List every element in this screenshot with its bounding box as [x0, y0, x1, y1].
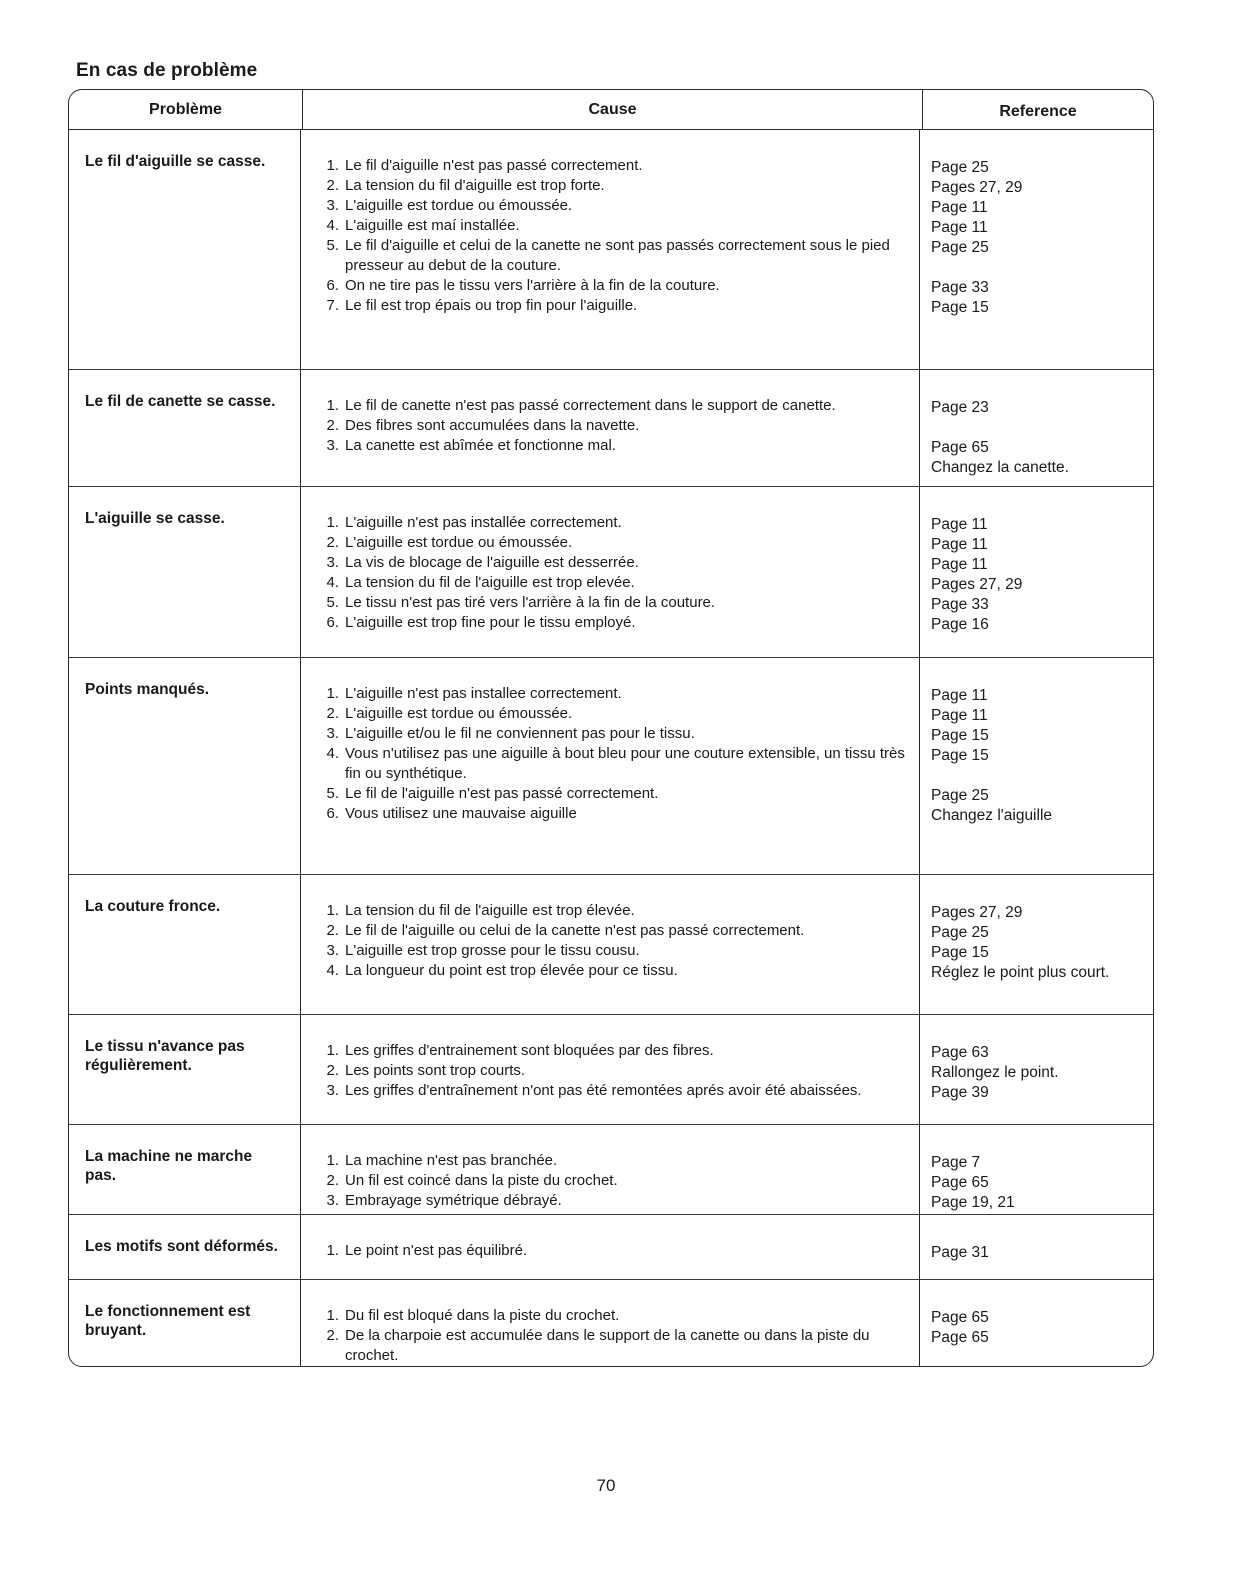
cause-item	[317, 1041, 917, 1061]
cause-item	[317, 593, 917, 613]
problem-cell: Points manqués.	[85, 681, 210, 698]
cause-text: La longueur du point est trop élevée pour ce tissu.	[345, 962, 678, 979]
cause-number: 2.	[326, 417, 339, 434]
reference-line: Page 65	[931, 439, 989, 456]
cause-number: 3.	[326, 197, 339, 214]
problem-cell: La machine ne marche pas.	[85, 1148, 253, 1184]
cause-text: On ne tire pas le tissu vers l'arrière à la fin de la couture.	[345, 277, 720, 294]
reference-line: Réglez le point plus court.	[931, 964, 1110, 981]
reference-line: Page 11	[931, 516, 988, 533]
reference-line	[931, 258, 1151, 278]
reference-line: Page 11	[931, 219, 988, 236]
problem-cell: La couture fronce.	[85, 898, 221, 915]
reference-line: Page 11	[931, 199, 988, 216]
reference-line: Pages 27, 29	[931, 576, 1023, 593]
cause-number: 1.	[326, 1242, 339, 1259]
cause-text: La vis de blocage de l'aiguille est desserrée.	[345, 554, 639, 571]
cause-item	[317, 804, 917, 824]
cause-number: 3.	[326, 554, 339, 571]
cause-text: Embrayage symétrique débrayé.	[345, 1192, 562, 1209]
cause-item	[317, 416, 917, 436]
cause-number: 1.	[326, 685, 339, 702]
reference-line: Page 39	[931, 1084, 989, 1101]
cause-text: L'aiguille est tordue ou émoussée.	[345, 705, 573, 722]
cause-text: Le fil de l'aiguille ou celui de la canette n'est pas passé correctement.	[345, 922, 805, 939]
reference-line: Page 65	[931, 1309, 989, 1326]
reference-line: Page 25	[931, 159, 989, 176]
cause-item	[317, 396, 917, 416]
table-row	[69, 1280, 1153, 1366]
cause-number: 1.	[326, 902, 339, 919]
cause-cell	[317, 1151, 917, 1211]
reference-cell	[931, 686, 1151, 826]
cause-number: 3.	[326, 1082, 339, 1099]
cause-text: Vous utilisez une mauvaise aiguille	[345, 805, 577, 822]
reference-line: Page 65	[931, 1174, 989, 1191]
cause-text: Du fil est bloqué dans la piste du crochet.	[345, 1307, 620, 1324]
table-row	[69, 1215, 1153, 1280]
cause-cell	[317, 684, 917, 824]
cause-text: L'aiguille est tordue ou émoussée.	[345, 534, 573, 551]
cause-number: 2.	[326, 534, 339, 551]
cause-item	[317, 216, 917, 236]
cause-number: 2.	[326, 922, 339, 939]
header-problem: Problème	[69, 90, 303, 130]
reference-line: Page 15	[931, 727, 989, 744]
table-row	[69, 487, 1153, 658]
cause-text: De la charpoie est accumulée dans le support de la canette ou dans la piste du crochet.	[345, 1327, 870, 1364]
cause-text: Les griffes d'entraînement n'ont pas été remontées aprés avoir été abaissées.	[345, 1082, 862, 1099]
cause-item	[317, 901, 917, 921]
cause-item	[317, 296, 917, 316]
cause-number: 3.	[326, 942, 339, 959]
cause-item	[317, 156, 917, 176]
cause-number: 3.	[326, 437, 339, 454]
cause-text: Des fibres sont accumulées dans la navette.	[345, 417, 640, 434]
cause-item	[317, 1171, 917, 1191]
reference-line: Changez la canette.	[931, 459, 1069, 476]
cause-number: 6.	[326, 277, 339, 294]
table-row	[69, 130, 1153, 370]
cause-item	[317, 276, 917, 296]
cause-text: Les points sont trop courts.	[345, 1062, 526, 1079]
cause-number: 5.	[326, 785, 339, 802]
problem-cell: L'aiguille se casse.	[85, 510, 225, 527]
cause-text: L'aiguille est tordue ou émoussée.	[345, 197, 573, 214]
reference-line: Page 11	[931, 536, 988, 553]
cause-text: L'aiguille n'est pas installée correctement.	[345, 514, 622, 531]
cause-item	[317, 613, 917, 633]
cause-number: 4.	[326, 217, 339, 234]
cause-number: 1.	[326, 1042, 339, 1059]
reference-cell	[931, 515, 1151, 635]
cause-text: Le fil d'aiguille n'est pas passé correctement.	[345, 157, 643, 174]
cause-number: 6.	[326, 614, 339, 631]
cause-item	[317, 553, 917, 573]
cause-text: La canette est abîmée et fonctionne mal.	[345, 437, 617, 454]
reference-line	[931, 766, 1151, 786]
reference-line: Page 11	[931, 687, 988, 704]
reference-line: Pages 27, 29	[931, 904, 1023, 921]
cause-number: 6.	[326, 805, 339, 822]
reference-line: Page 33	[931, 596, 989, 613]
reference-line: Page 31	[931, 1244, 989, 1261]
reference-line: Pages 27, 29	[931, 179, 1023, 196]
cause-item	[317, 684, 917, 704]
cause-cell	[317, 513, 917, 633]
cause-item	[317, 1061, 917, 1081]
cause-item	[317, 784, 917, 804]
table-row	[69, 875, 1153, 1015]
cause-text: L'aiguille n'est pas installee correctement.	[345, 685, 622, 702]
reference-line: Page 11	[931, 556, 988, 573]
reference-line: Page 11	[931, 707, 988, 724]
cause-item	[317, 724, 917, 744]
cause-number: 5.	[326, 237, 339, 254]
cause-item	[317, 1151, 917, 1171]
reference-line: Page 65	[931, 1329, 989, 1346]
cause-item	[317, 513, 917, 533]
cause-number: 7.	[326, 297, 339, 314]
reference-line: Changez l'aiguille	[931, 807, 1053, 824]
cause-text: L'aiguille est trop grosse pour le tissu cousu.	[345, 942, 640, 959]
reference-line: Page 25	[931, 787, 989, 804]
cause-item	[317, 1241, 917, 1261]
table-row	[69, 1015, 1153, 1125]
cause-cell	[317, 1041, 917, 1101]
cause-item	[317, 961, 917, 981]
cause-item	[317, 533, 917, 553]
header-cause: Cause	[303, 90, 923, 130]
reference-cell	[931, 1043, 1151, 1103]
cause-item	[317, 176, 917, 196]
reference-line: Page 23	[931, 399, 989, 416]
problem-cell: Le fonctionnement est bruyant.	[85, 1303, 251, 1339]
cause-number: 5.	[326, 594, 339, 611]
reference-cell	[931, 903, 1151, 983]
cause-text: Un fil est coincé dans la piste du crochet.	[345, 1172, 618, 1189]
cause-item	[317, 436, 917, 456]
reference-line: Page 15	[931, 747, 989, 764]
cause-text: L'aiguille est trop fine pour le tissu employé.	[345, 614, 636, 631]
problem-cell: Le fil d'aiguille se casse.	[85, 153, 266, 170]
problem-cell: Le fil de canette se casse.	[85, 393, 276, 410]
reference-cell	[931, 398, 1151, 478]
cause-cell	[317, 1241, 917, 1261]
cause-item	[317, 196, 917, 216]
cause-text: Le point n'est pas équilibré.	[345, 1242, 528, 1259]
cause-text: La tension du fil de l'aiguille est trop elevée.	[345, 574, 635, 591]
cause-item	[317, 573, 917, 593]
cause-cell	[317, 901, 917, 981]
cause-number: 1.	[326, 397, 339, 414]
cause-text: Le fil de l'aiguille n'est pas passé correctement.	[345, 785, 659, 802]
cause-number: 1.	[326, 157, 339, 174]
cause-item	[317, 1191, 917, 1211]
cause-item	[317, 941, 917, 961]
reference-line: Page 63	[931, 1044, 989, 1061]
cause-number: 1.	[326, 514, 339, 531]
troubleshooting-table	[68, 89, 1154, 1367]
cause-cell	[317, 396, 917, 456]
cause-cell	[317, 1306, 917, 1366]
cause-item	[317, 1306, 917, 1326]
table-row	[69, 658, 1153, 875]
cause-cell	[317, 156, 917, 316]
reference-line: Page 25	[931, 924, 989, 941]
cause-number: 2.	[326, 1327, 339, 1344]
cause-number: 1.	[326, 1307, 339, 1324]
cause-text: L'aiguille est maí installée.	[345, 217, 520, 234]
reference-cell	[931, 1308, 1151, 1348]
cause-number: 2.	[326, 177, 339, 194]
cause-number: 3.	[326, 1192, 339, 1209]
cause-text: Le fil d'aiguille et celui de la canette ne sont pas passés correctement sous le pied presseur au debut de la couture.	[345, 237, 890, 274]
page-title: En cas de problème	[76, 60, 258, 81]
reference-cell	[931, 1153, 1151, 1213]
cause-item	[317, 921, 917, 941]
table-row	[69, 370, 1153, 487]
cause-item	[317, 1326, 917, 1366]
cause-text: Le tissu n'est pas tiré vers l'arrière à la fin de la couture.	[345, 594, 716, 611]
cause-item	[317, 236, 917, 276]
cause-number: 2.	[326, 1172, 339, 1189]
cause-number: 2.	[326, 705, 339, 722]
cause-item	[317, 744, 917, 784]
cause-text: Vous n'utilisez pas une aiguille à bout bleu pour une couture extensible, un tissu très fin ou synthétique.	[345, 745, 905, 782]
reference-line: Rallongez le point.	[931, 1064, 1059, 1081]
problem-cell: Les motifs sont déformés.	[85, 1238, 278, 1255]
problem-cell: Le tissu n'avance pas régulièrement.	[85, 1038, 245, 1074]
cause-item	[317, 1081, 917, 1101]
cause-text: La tension du fil de l'aiguille est trop élevée.	[345, 902, 635, 919]
reference-line	[931, 418, 1151, 438]
cause-text: La tension du fil d'aiguille est trop forte.	[345, 177, 605, 194]
cause-number: 4.	[326, 574, 339, 591]
reference-line: Page 25	[931, 239, 989, 256]
cause-number: 2.	[326, 1062, 339, 1079]
reference-line: Page 19, 21	[931, 1194, 1015, 1211]
cause-number: 4.	[326, 745, 339, 762]
cause-item	[317, 704, 917, 724]
cause-text: Le fil de canette n'est pas passé correctement dans le support de canette.	[345, 397, 836, 414]
cause-number: 3.	[326, 725, 339, 742]
cause-text: La machine n'est pas branchée.	[345, 1152, 558, 1169]
header-reference: Reference	[923, 90, 1153, 130]
reference-cell	[931, 1243, 1151, 1263]
page-number: 70	[596, 1476, 616, 1495]
reference-line: Page 15	[931, 299, 989, 316]
reference-line: Page 33	[931, 279, 989, 296]
cause-number: 1.	[326, 1152, 339, 1169]
cause-number: 4.	[326, 962, 339, 979]
cause-text: L'aiguille et/ou le fil ne conviennent pas pour le tissu.	[345, 725, 695, 742]
reference-line: Page 7	[931, 1154, 981, 1171]
table-row	[69, 1125, 1153, 1215]
reference-line: Page 15	[931, 944, 989, 961]
cause-text: Le fil est trop épais ou trop fin pour l'aiguille.	[345, 297, 638, 314]
cause-text: Les griffes d'entrainement sont bloquées par des fibres.	[345, 1042, 714, 1059]
reference-line: Page 16	[931, 616, 989, 633]
reference-cell	[931, 158, 1151, 318]
